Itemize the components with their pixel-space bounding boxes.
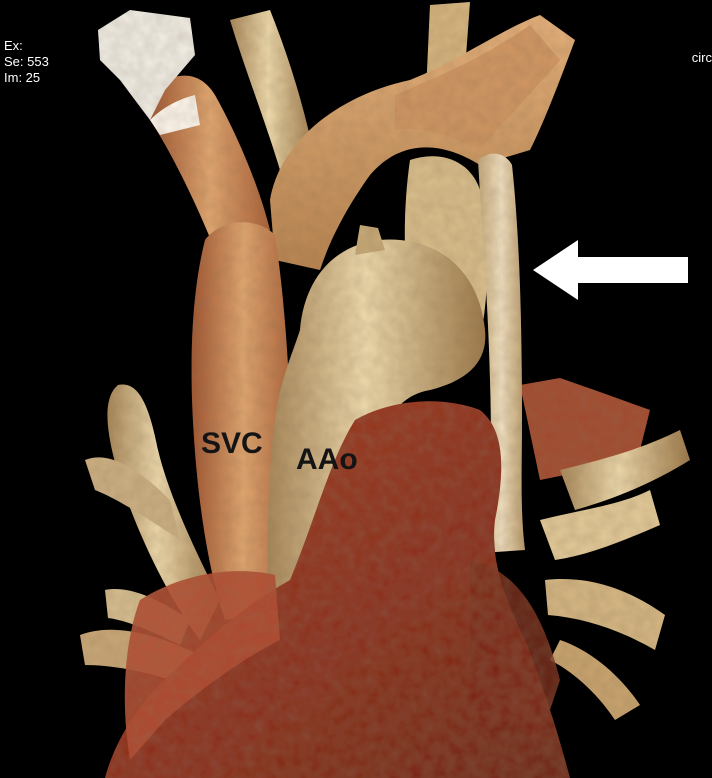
svc-annotation: SVC [201, 427, 263, 460]
dicom-info-overlay [4, 38, 49, 86]
series-label: Se: 553 [4, 54, 49, 69]
aao-annotation: AAo [296, 443, 358, 476]
exam-label: Ex: [4, 38, 23, 53]
image-label: Im: 25 [4, 70, 41, 85]
pointing-left-arrow [533, 240, 688, 300]
corner-label: circ [691, 50, 712, 65]
